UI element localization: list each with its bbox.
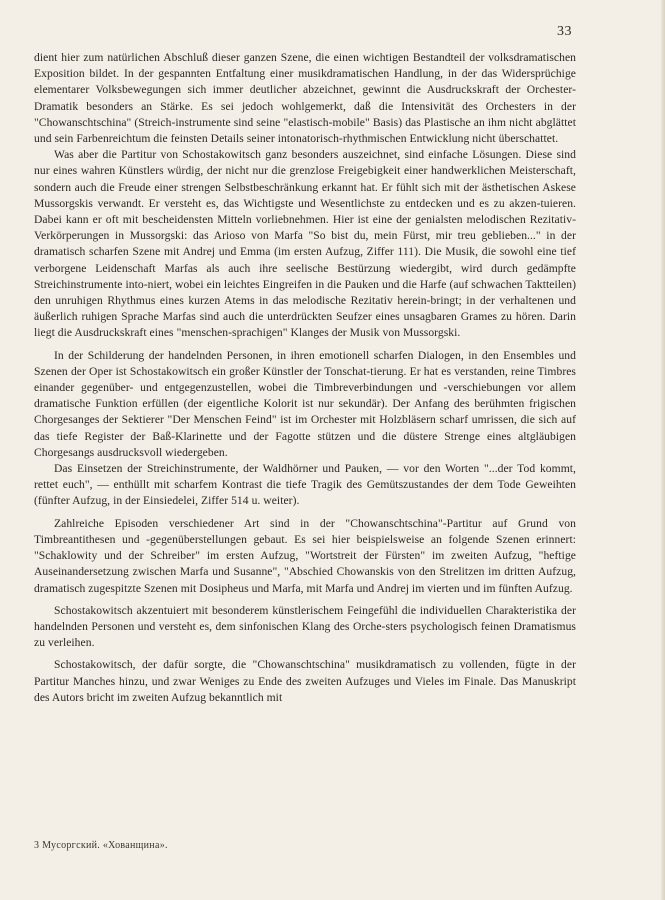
page-edge-shadow <box>661 0 665 900</box>
paragraph: Zahlreiche Episoden verschiedener Art sind in der "Chowanschtschina"-Partitur auf Grund von Timbreantithesen und -gegenüberstellungen gebaut. Es sei hier beispielsweise an folgende Szenen erinnert: "Schaklowity und der Schreiber" im ersten Aufzug, "Wortstreit der Fürsten" im zweiten Aufzug, "heftige Auseinandersetzung zwischen Marfa und Susanne", "Abschied Chowanskis von den Strelitzen im dritten Aufzug, dramatisch zugespitzte Szenen mit Dosipheus und Marfa, mit Marfa und Andrej im vierten und im fünften Aufzug. <box>34 516 576 595</box>
page-number: 33 <box>557 24 572 39</box>
footer-note: 3 Мусоргский. «Хованщина». <box>34 840 168 851</box>
paragraph: Schostakowitsch akzentuiert mit besonderem künstlerischem Feingefühl die individuellen Charakteristika der handelnden Personen und versteht es, dem sinfonischen Klang des Orche-sters psychologisch feinen Dramatismus zu verleihen. <box>34 603 576 650</box>
paragraph: Schostakowitsch, der dafür sorgte, die "Chowanschtschina" musikdramatisch zu vollenden, fügte in der Partitur Manches hinzu, und zwar Weniges zu Ende des zweiten Aufzuges und Vieles im Finale. Das Manuskript des Autors bricht im zweiten Aufzug bekanntlich mit <box>34 658 576 704</box>
paragraph: Das Einsetzen der Streichinstrumente, der Waldhörner und Pauken, — vor den Worten "...der Tod kommt, rettet euch", — enthüllt mit scharfem Kontrast die tiefe Tragik des Gemütszustandes der dem Tode Geweihten (fünfter Aufzug, in der Einsiedelei, Ziffer 514 u. weiter). <box>34 462 576 508</box>
paragraph: Was aber die Partitur von Schostakowitsch ganz besonders auszeichnet, sind einfache Lösungen. Diese sind nur eines wahren Künstlers würdig, der nicht nur die grenzlose Freigebigkeit einer handwerklichen Meisterschaft, sondern auch die Freude einer strengen Selbstbeschränkung erkannt hat. Er fühlt sich mit der ästhetischen Askese Mussorgskis verwandt. Er versteht es, das Wichtigste und Wesentlichste zu entdecken und es zu akzen-tuieren. Dabei kann er oft mit bescheidensten Mitteln vorliebnehmen. Hier ist eine der genialsten melodischen Rezitativ-Verkörperungen in Mussorgski: das Arioso von Marfa "So bist du, mein Fürst, mir treu geblieben..." in der dramatisch scharfen Szene mit Andrej und Emma (im ersten Aufzug, Ziffer 111). Die Musik, die sowohl eine tief verborgene Leidenschaft Marfas als auch ihre seelische Bestürzung wiedergibt, wird durch gedämpfte Streichinstrumente into-niert, wobei ein leichtes Eingreifen in die Pauken und die Harfe (auf schwachen Taktteilen) den unruhigen Rhythmus eines kurzen Atems in das melodische Rezitativ herein-bringt; in der verhaltenen und äußerlich ruhigen Sprache Marfas sind auch die unterdrückten Seufzer eines unsagbaren Grames zu hören. Darin liegt die Ausdruckskraft eines "menschen-sprachigen" Klanges der Musik von Mussorgski. <box>34 148 576 340</box>
paragraph: dient hier zum natürlichen Abschluß dieser ganzen Szene, die einen wichtigen Bestandteil der volksdramatischen Exposition bildet. In der gespannten Entfaltung einer musikdramatischen Handlung, in der das Widersprüchige elementarer Volksbewegungen sich immer deutlicher abzeichnet, gewinnt die Ausdruckskraft der Orchester-Dramatik besonders an Stärke. Es sei jedoch wohlgemerkt, daß die Intensivität des Orchesters in der "Chowanschtschina" (Streich-instrumente sind seine "elastisch-mobile" Basis) das Plastische an ihm nicht abglättet und sein Farbenreichtum die feinsten Details seiner intonatorisch-rhythmischen Entwicklung nicht überschattet. <box>34 51 576 146</box>
body-text <box>34 50 576 706</box>
paragraph: In der Schilderung der handelnden Personen, in ihren emotionell scharfen Dialogen, in den Ensembles und Szenen der Oper ist Schostakowitsch ein großer Künstler der Tonschat-tierung. Er hat es verstanden, reine Timbres einander gegenüber- und entgegenzustellen, wobei die Timbreverbindungen und -verschiebungen vor allem dramatische Funktion erfüllen (der eigentliche Kolorit ist nur sekundär). Der Anfang des berühmten frigischen Chorgesanges der Sektierer "Der Menschen Feind" ist im Orchester mit Holzbläsern scharf umrissen, die sich auf das tiefe Register der Baß-Klarinette und der Fagotte stützen und die düstere Strenge eines altgläubigen Chorgesangs ausdrucksvoll wiedergeben. <box>34 348 576 459</box>
